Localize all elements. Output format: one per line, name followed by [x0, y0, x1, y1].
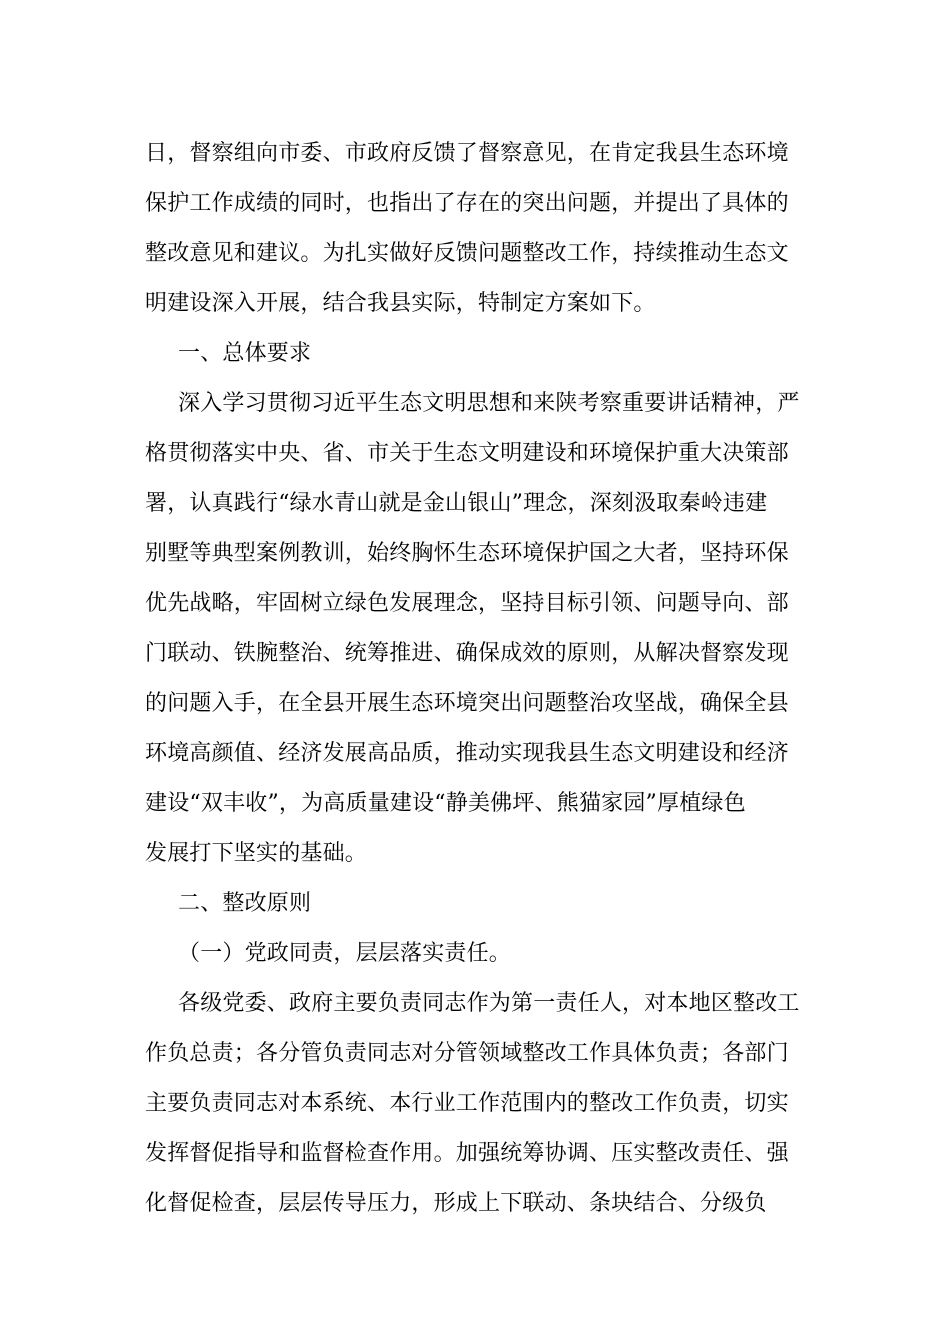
text-line: 优先战略，牢固树立绿色发展理念，坚持目标引领、问题导向、部 [145, 591, 789, 616]
text-line: 别墅等典型案例教训，始终胸怀生态环境保护国之大者，坚持环保 [145, 541, 789, 566]
text-line: 作负总责；各分管负责同志对分管领域整改工作具体负责；各部门 [145, 1041, 789, 1066]
text-line: 化督促检查，层层传导压力，形成上下联动、条块结合、分级负 [145, 1191, 767, 1216]
section-heading: 一、总体要求 [178, 341, 312, 366]
text-line: 主要负责同志对本系统、本行业工作范围内的整改工作负责，切实 [145, 1091, 789, 1116]
text-line: 深入学习贯彻习近平生态文明思想和来陕考察重要讲话精神，严 [178, 391, 800, 416]
subsection-heading: （一）党政同责，层层落实责任。 [178, 941, 512, 966]
text-line: 发展打下坚实的基础。 [145, 841, 368, 866]
text-line: 格贯彻落实中央、省、市关于生态文明建设和环境保护重大决策部 [145, 441, 789, 466]
text-line: 整改意见和建议。为扎实做好反馈问题整改工作，持续推动生态文 [145, 241, 789, 266]
section-heading: 二、整改原则 [178, 891, 312, 916]
text-line: 发挥督促指导和监督检查作用。加强统筹协调、压实整改责任、强 [145, 1141, 789, 1166]
text-line: 建设“双丰收”，为高质量建设“静美佛坪、熊猫家园”厚植绿色 [145, 791, 746, 816]
text-line: 明建设深入开展，结合我县实际，特制定方案如下。 [145, 291, 656, 316]
text-line: 各级党委、政府主要负责同志作为第一责任人，对本地区整改工 [178, 991, 800, 1016]
text-line: 日，督察组向市委、市政府反馈了督察意见，在肯定我县生态环境 [145, 141, 789, 166]
text-line: 门联动、铁腕整治、统筹推进、确保成效的原则，从解决督察发现 [145, 641, 789, 666]
text-line: 的问题入手，在全县开展生态环境突出问题整治攻坚战，确保全县 [145, 691, 789, 716]
text-line: 保护工作成绩的同时，也指出了存在的突出问题，并提出了具体的 [145, 191, 789, 216]
text-line: 环境高颜值、经济发展高品质，推动实现我县生态文明建设和经济 [145, 741, 789, 766]
text-line: 署，认真践行“绿水青山就是金山银山”理念，深刻汲取秦岭违建 [145, 491, 768, 516]
